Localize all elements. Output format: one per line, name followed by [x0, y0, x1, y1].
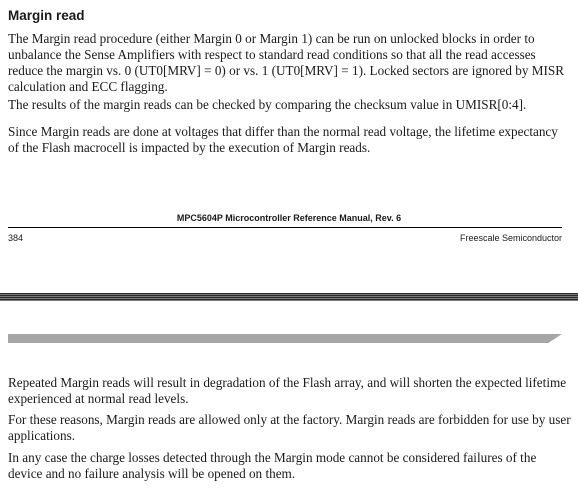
paragraph-margin-read-procedure: The Margin read procedure (either Margin 0 or Margin 1) can be run on unlocked blocks in order to unbalance the Sense Amplifiers with respect to standard read conditions so that all the read accesses reduce the margin vs. 0 (UT0[MRV] = 0) or vs. 1 (UT0[MRV] = 1). Locked sectors are ignored by MISR calculation and ECC flagging.	[8, 31, 565, 94]
page-break-separator	[0, 293, 578, 301]
paragraph-repeated-margin-reads: Repeated Margin reads will result in degradation of the Flash array, and will shorten the expected lifetime experienced at normal read levels.	[8, 375, 567, 406]
paragraph-factory-only: For these reasons, Margin reads are allowed only at the factory. Margin reads are forbidden for use by user applications.	[8, 412, 571, 443]
page-header-bar	[8, 334, 562, 343]
footer-document-title: MPC5604P Microcontroller Reference Manual, Rev. 6	[176, 213, 402, 223]
paragraph-margin-read-voltage: Since Margin reads are done at voltages that differ than the normal read voltage, the lifetime expectancy of the Flash macrocell is impacted by the execution of Margin reads.	[8, 124, 558, 155]
paragraph-margin-read-results: The results of the margin reads can be checked by comparing the checksum value in UMISR[0:4].	[8, 97, 527, 112]
footer-divider	[8, 227, 562, 228]
footer-page-number: 384	[8, 233, 24, 243]
footer-company-name: Freescale Semiconductor	[459, 233, 562, 243]
section-heading: Margin read	[8, 8, 85, 23]
paragraph-charge-losses: In any case the charge losses detected through the Margin mode cannot be considered failures of the device and no failure analysis will be opened on them.	[8, 450, 537, 481]
